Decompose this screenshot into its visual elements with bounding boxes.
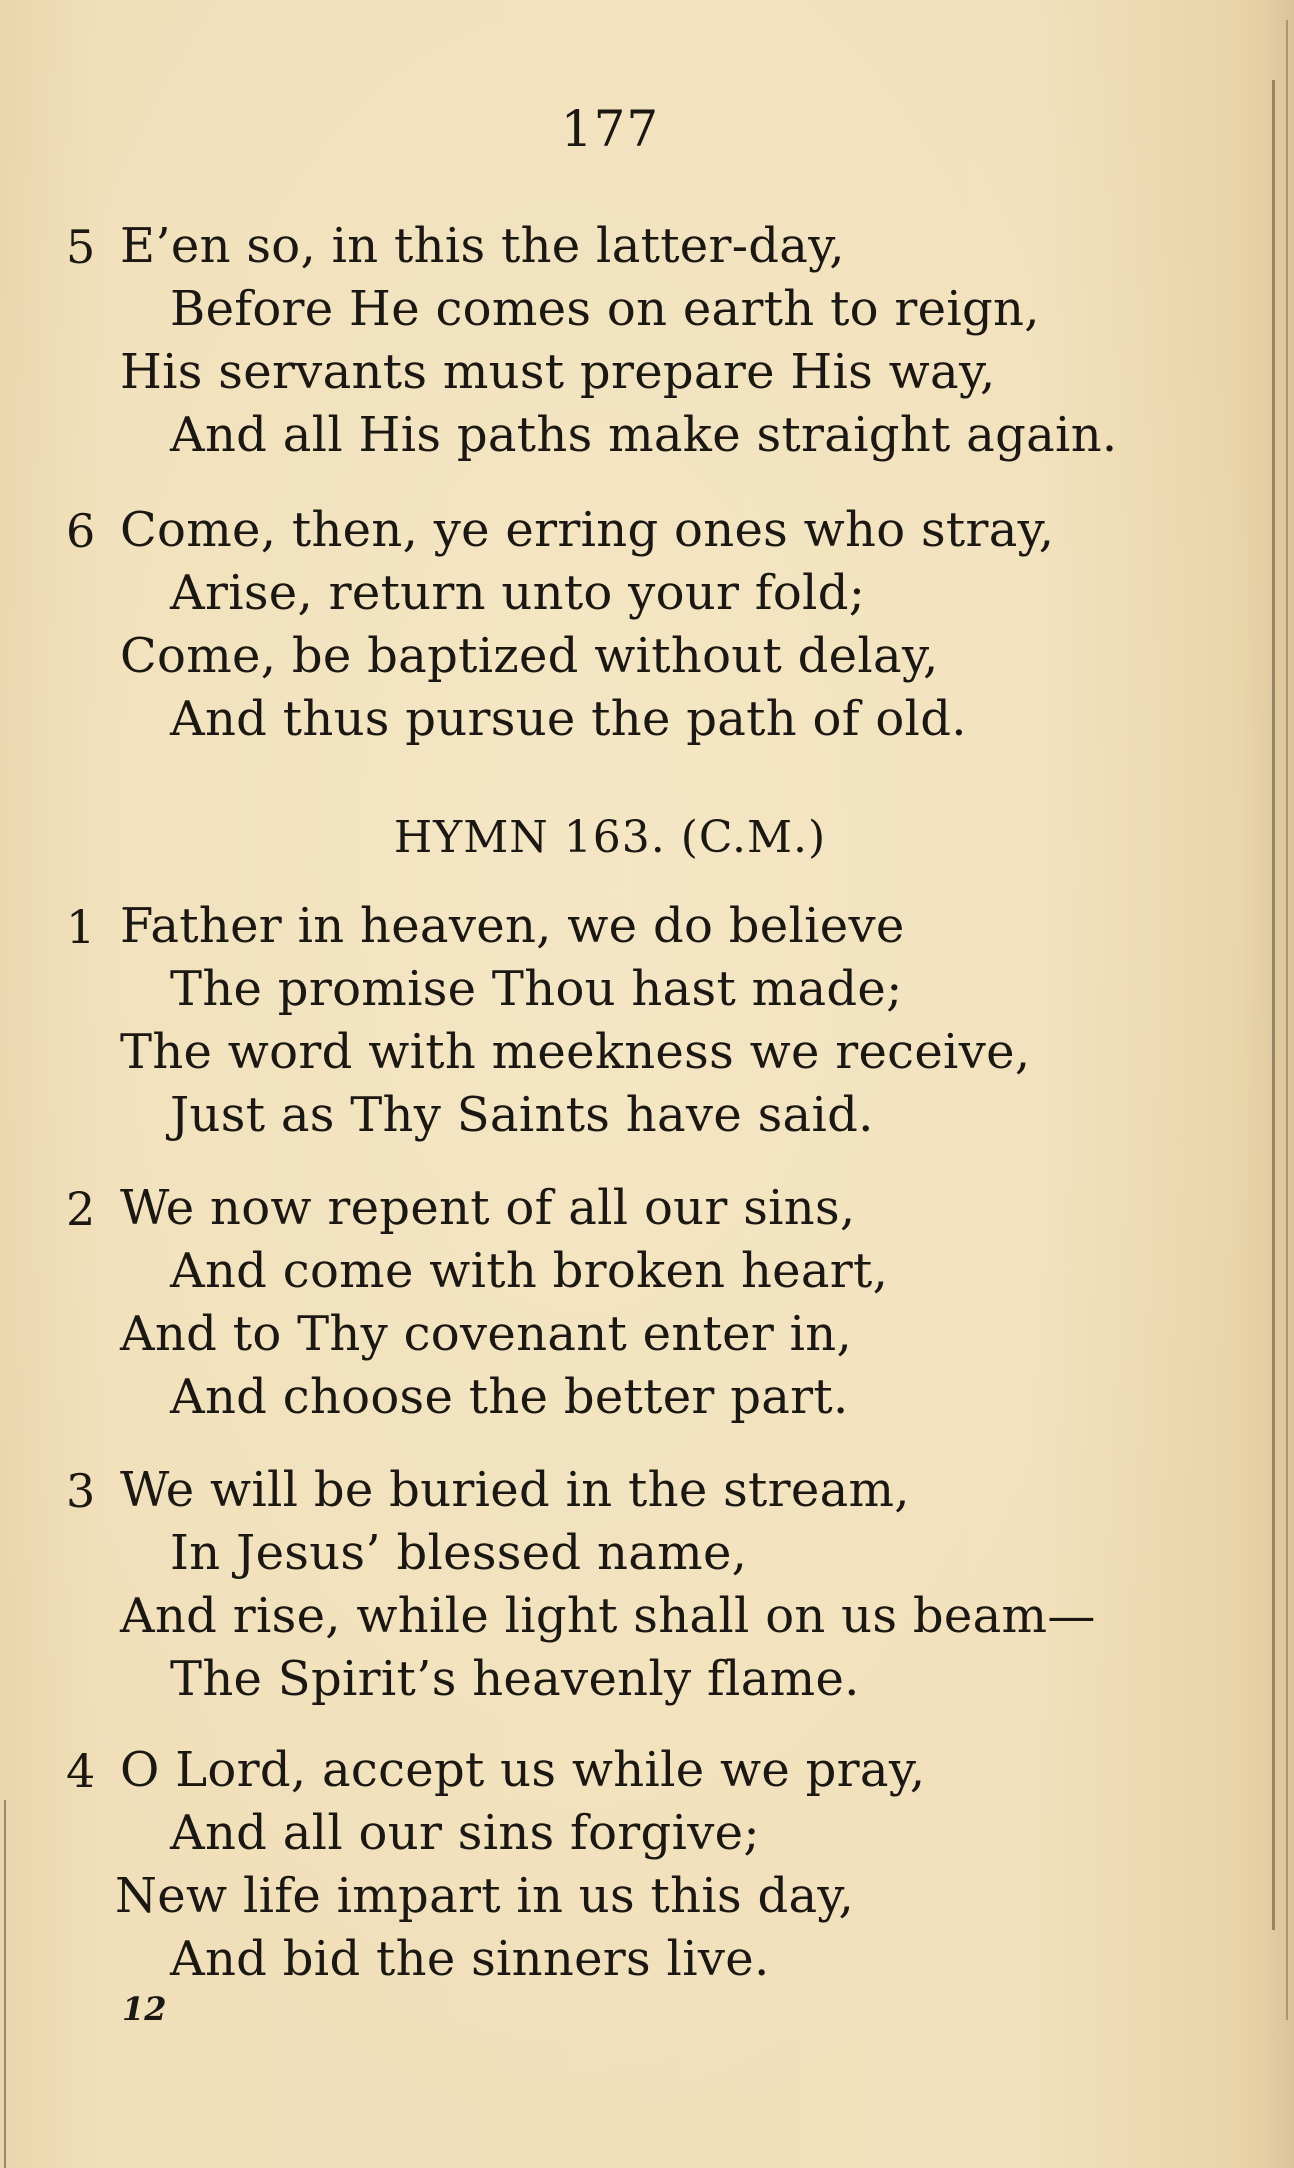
page-number: 177 xyxy=(560,100,660,158)
page-edge-line xyxy=(1272,80,1275,1930)
verse-line: The Spirit’s heavenly flame. xyxy=(170,1651,860,1707)
page-edge-line xyxy=(4,1800,6,2168)
verse-number: 4 xyxy=(66,1744,96,1798)
verse-number: 3 xyxy=(66,1464,96,1518)
verse-line: And all our sins forgive; xyxy=(170,1805,760,1861)
verse-line: Before He comes on earth to reign, xyxy=(170,281,1040,337)
verse-line: O Lord, accept us while we pray, xyxy=(120,1742,926,1798)
verse-line: And all His paths make straight again. xyxy=(170,407,1118,463)
verse-number: 6 xyxy=(66,504,96,558)
verse-line: The promise Thou hast made; xyxy=(170,961,903,1017)
verse-number: 1 xyxy=(66,900,96,954)
verse-line: Just as Thy Saints have said. xyxy=(170,1087,874,1143)
verse-line: Come, then, ye erring ones who stray, xyxy=(120,502,1055,558)
verse-line: His servants must prepare His way, xyxy=(120,344,996,400)
verse-line: Arise, return unto your fold; xyxy=(170,565,866,621)
hymn-heading: HYMN 163. (C.M.) xyxy=(393,812,827,863)
verse-line: We will be buried in the stream, xyxy=(120,1462,910,1518)
verse-line: And bid the sinners live. xyxy=(170,1931,770,1987)
page-edge-line xyxy=(1286,20,1288,2020)
verse-number: 2 xyxy=(66,1182,96,1236)
verse-line: In Jesus’ blessed name, xyxy=(170,1525,748,1581)
verse-line: And to Thy covenant enter in, xyxy=(120,1306,853,1362)
verse-number: 5 xyxy=(66,220,96,274)
verse-line: Father in heaven, we do believe xyxy=(120,898,905,954)
verse-line: Come, be baptized without delay, xyxy=(120,628,939,684)
verse-line: New life impart in us this day, xyxy=(115,1868,855,1924)
verse-line: E’en so, in this the latter-day, xyxy=(120,218,845,274)
verse-line: And choose the better part. xyxy=(170,1369,849,1425)
verse-line: And thus pursue the path of old. xyxy=(170,691,967,747)
verse-line: The word with meekness we receive, xyxy=(120,1024,1031,1080)
verse-line: And come with broken heart, xyxy=(170,1243,889,1299)
verse-line: We now repent of all our sins, xyxy=(120,1180,856,1236)
verse-line: And rise, while light shall on us beam— xyxy=(120,1588,1096,1644)
signature-mark: 12 xyxy=(122,1990,167,2028)
